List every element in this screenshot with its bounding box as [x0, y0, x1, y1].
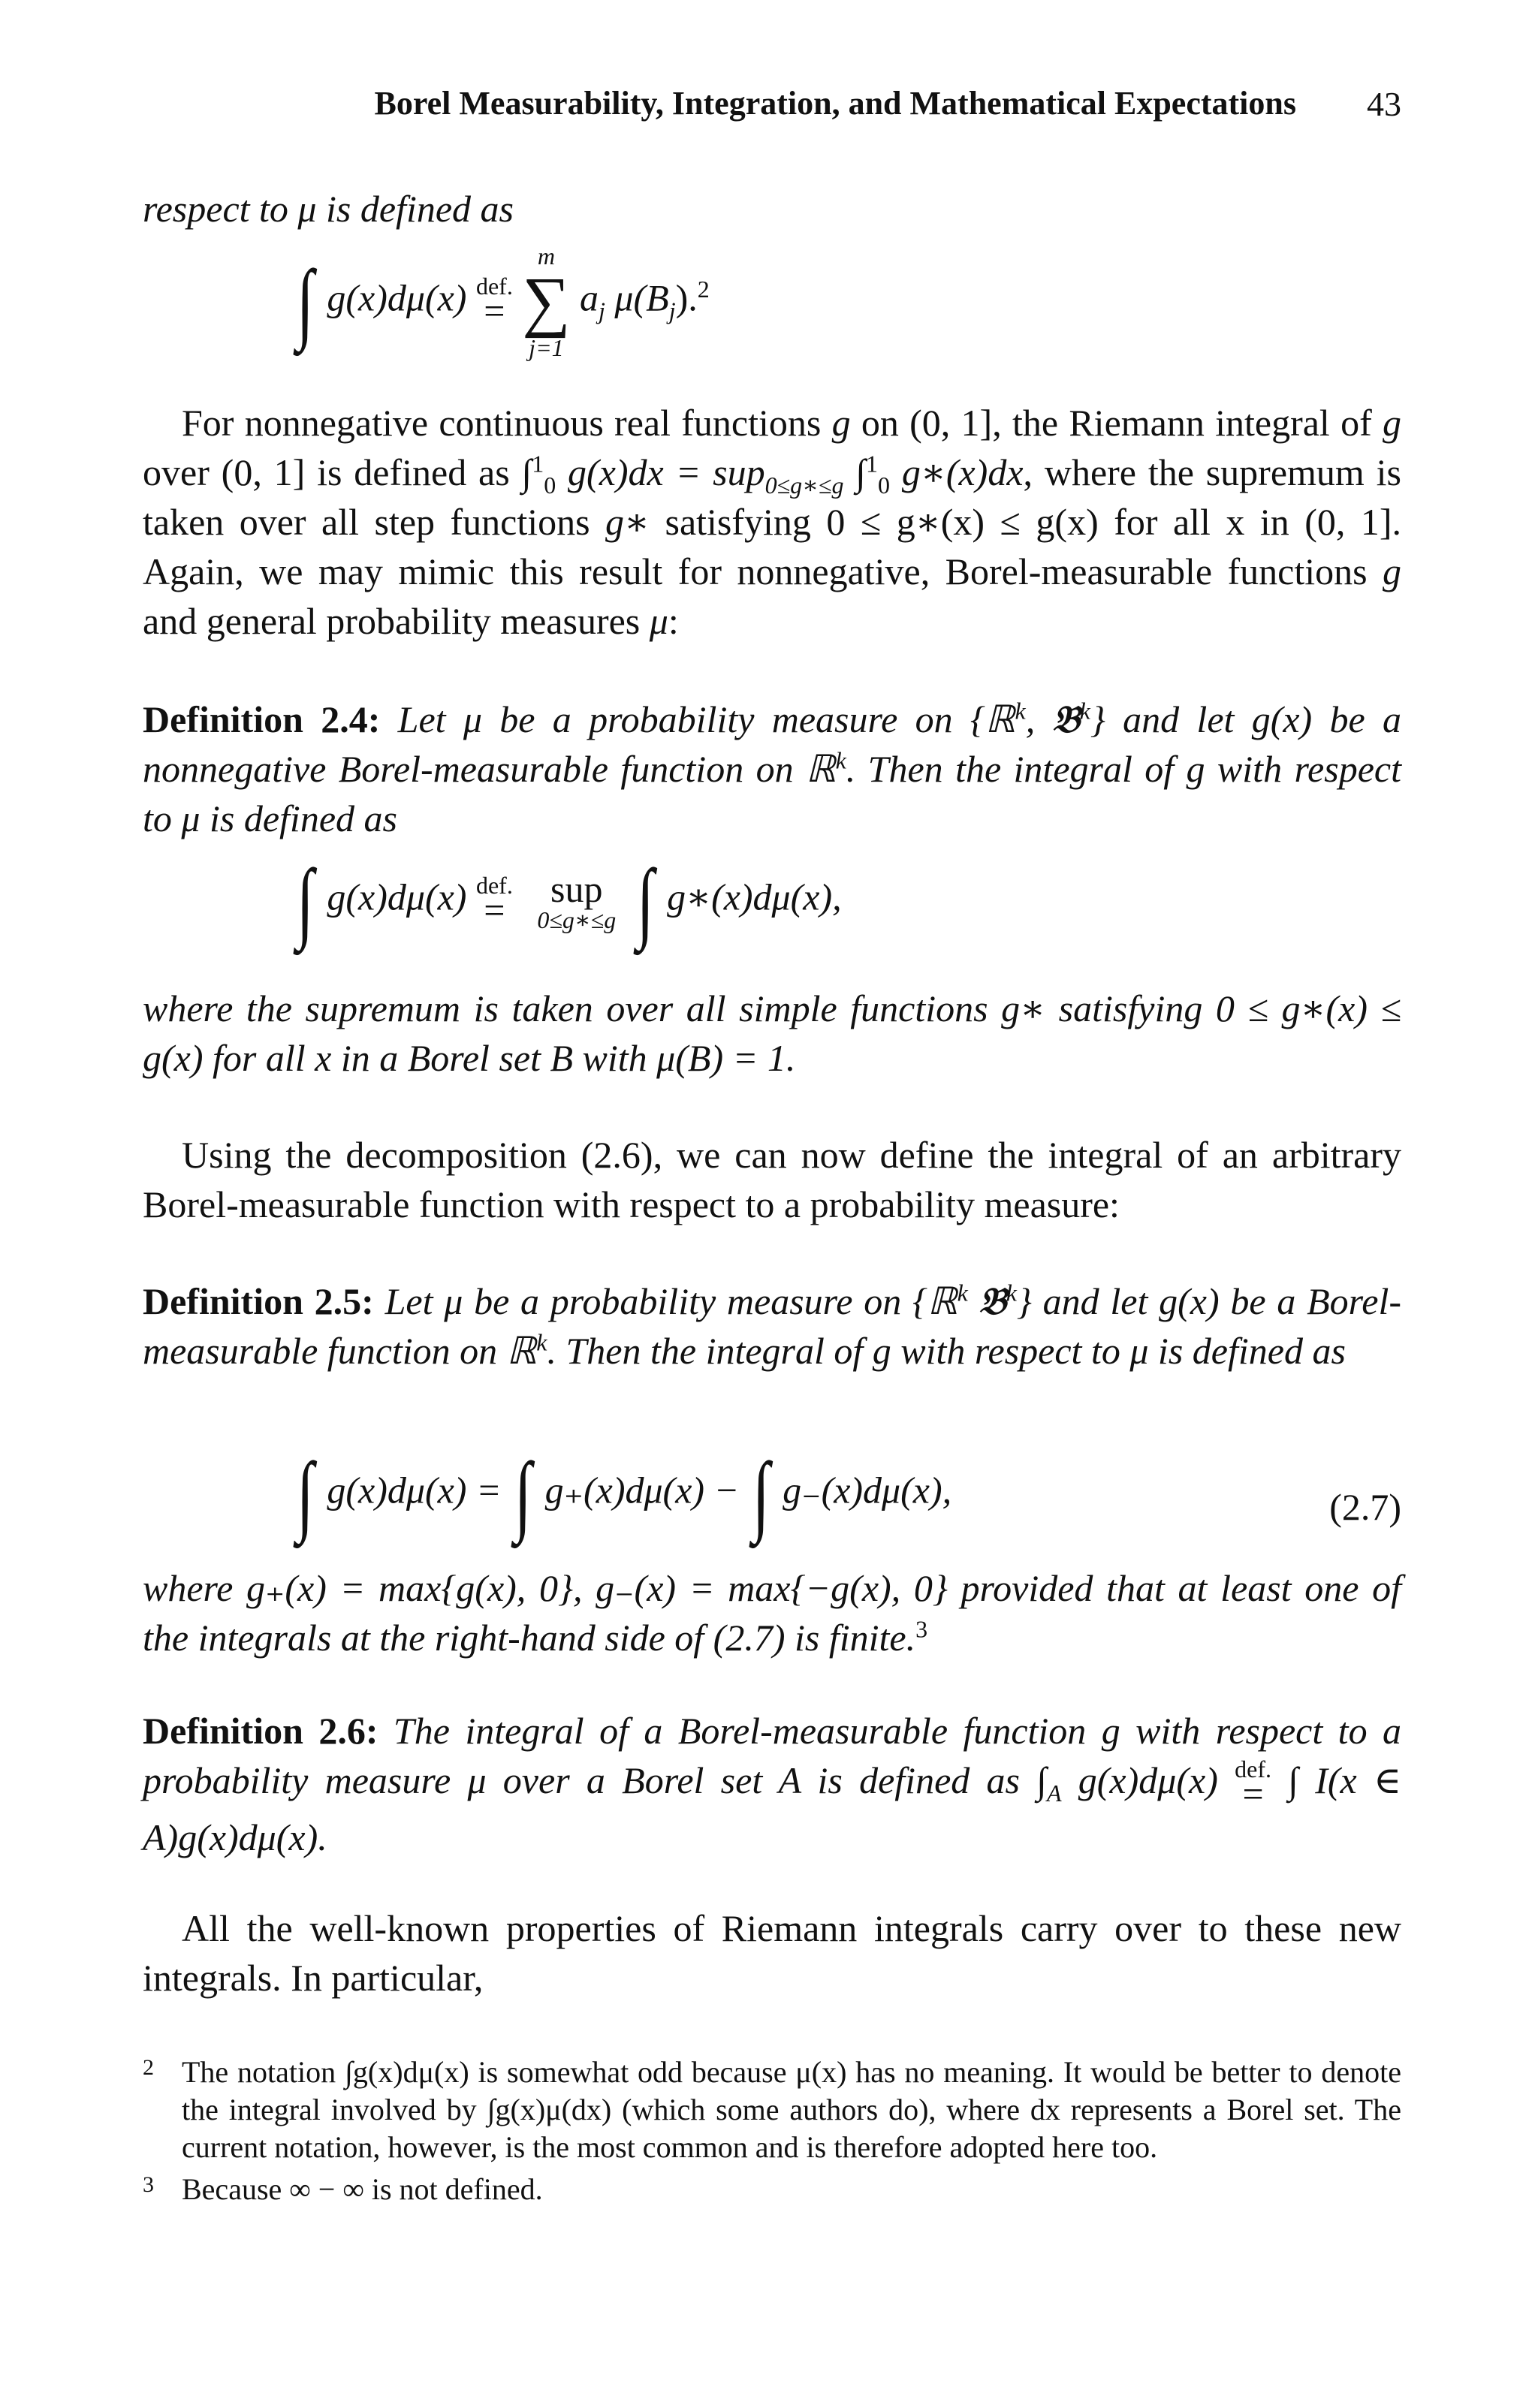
paragraph-properties: All the well-known properties of Riemann integrals carry over to these new integrals. In particular,: [143, 1907, 1401, 1999]
eq1-lhs: g(x)dμ(x): [327, 276, 467, 319]
equation-2: ∫ g(x)dμ(x) def. = sup 0≤g∗≤g ∫ g∗(x)dμ(x),: [296, 851, 842, 951]
definition-2-5: Definition 2.5: Let μ be a probability measure on {ℝ$^k$ 𝔅$^k$} and let g(x) be a Borel-measurable function on ℝ$^k$. Then the integral of g with respect to μ is defined as: [143, 1279, 1401, 1372]
definition-label: Definition 2.4:: [143, 698, 381, 740]
paragraph-decomposition: Using the decomposition (2.6), we can now define the integral of an arbitrary Borel-measurable function with respect to a probability measure:: [143, 1134, 1401, 1225]
page-number: 43: [1367, 85, 1401, 123]
integral-sign: ∫: [296, 252, 314, 351]
running-header: [143, 84, 1401, 137]
definition-2-4: Definition 2.4: Let μ be a probability measure on {ℝ$^k$, 𝔅$^k$} and let g(x) be a nonnegative Borel-measurable function on ℝ$^k$. Then the integral of g with respect to μ is defined as: [143, 697, 1402, 839]
def-equals: def. =: [475, 273, 513, 332]
page: [143, 0, 1401, 2408]
definition-2-6: Definition 2.6: The integral of a Borel-measurable function g with respect to a probability measure μ over a Borel set A is defined as $\int_A$ g(x)dμ(x) def. = ∫ I(x ∈ A)g(x)dμ(x).: [143, 1710, 1401, 1858]
footnote-2: 2 The notation ∫g(x)dμ(x) is somewhat odd because μ(x) has no meaning. It would be better to denote the integral involved by ∫g(x)μ(dx) (which some authors do), where dx represents a Borel set. The current notation, however, is the most common and is therefore adopted here too.: [143, 2055, 1401, 2164]
definition-2-5-continued: where g₊(x) = max{g(x), 0}, g₋(x) = max{−g(x), 0} provided that at least one of the integrals at the right-hand side of (2.7) is finite.$^3$: [143, 1567, 1401, 1659]
intro-line: respect to μ is defined as: [143, 188, 514, 230]
equation-1: ∫ g(x)dμ(x) def. = m ∑ j=1 $a_j$ $\mu(B_j).^2$: [296, 243, 710, 361]
running-title: Borel Measurability, Integration, and Mathematical Expectations: [374, 85, 1296, 122]
equation-2-7: ∫ g(x)dμ(x) = ∫ g₊(x)dμ(x) − ∫ g₋(x)dμ(x), (2.7): [296, 1444, 1401, 1544]
footnotes: [143, 2054, 1401, 2213]
summation: m ∑ j=1: [522, 243, 571, 361]
footnote-ref-3[interactable]: 3: [915, 1615, 928, 1643]
definition-2-4-continued: where the supremum is taken over all simple functions g∗ satisfying 0 ≤ g∗(x) ≤ g(x) for all x in a Borel set B with μ(B) = 1.: [143, 987, 1401, 1079]
footnote-ref-2[interactable]: 2: [697, 275, 710, 303]
footnote-3: 3 Because ∞ − ∞ is not defined.: [143, 2172, 543, 2206]
supremum: sup 0≤g∗≤g: [537, 868, 617, 933]
paragraph-riemann: For nonnegative continuous real functions g on (0, 1], the Riemann integral of g over (0, 1] is defined as ∫$^1_0$ g(x)dx = sup$_{0\le g∗\le g}$ ∫$^1_0$ g∗(x)dx, where the supremum is taken over all step functions g∗ satisfying 0 ≤ g∗(x) ≤ g(x) for all x in (0, 1]. Again, we may mimic this result for nonnegative, Borel-measurable functions g and general probability measures μ:: [143, 402, 1402, 642]
equation-number: (2.7): [1329, 1486, 1401, 1528]
